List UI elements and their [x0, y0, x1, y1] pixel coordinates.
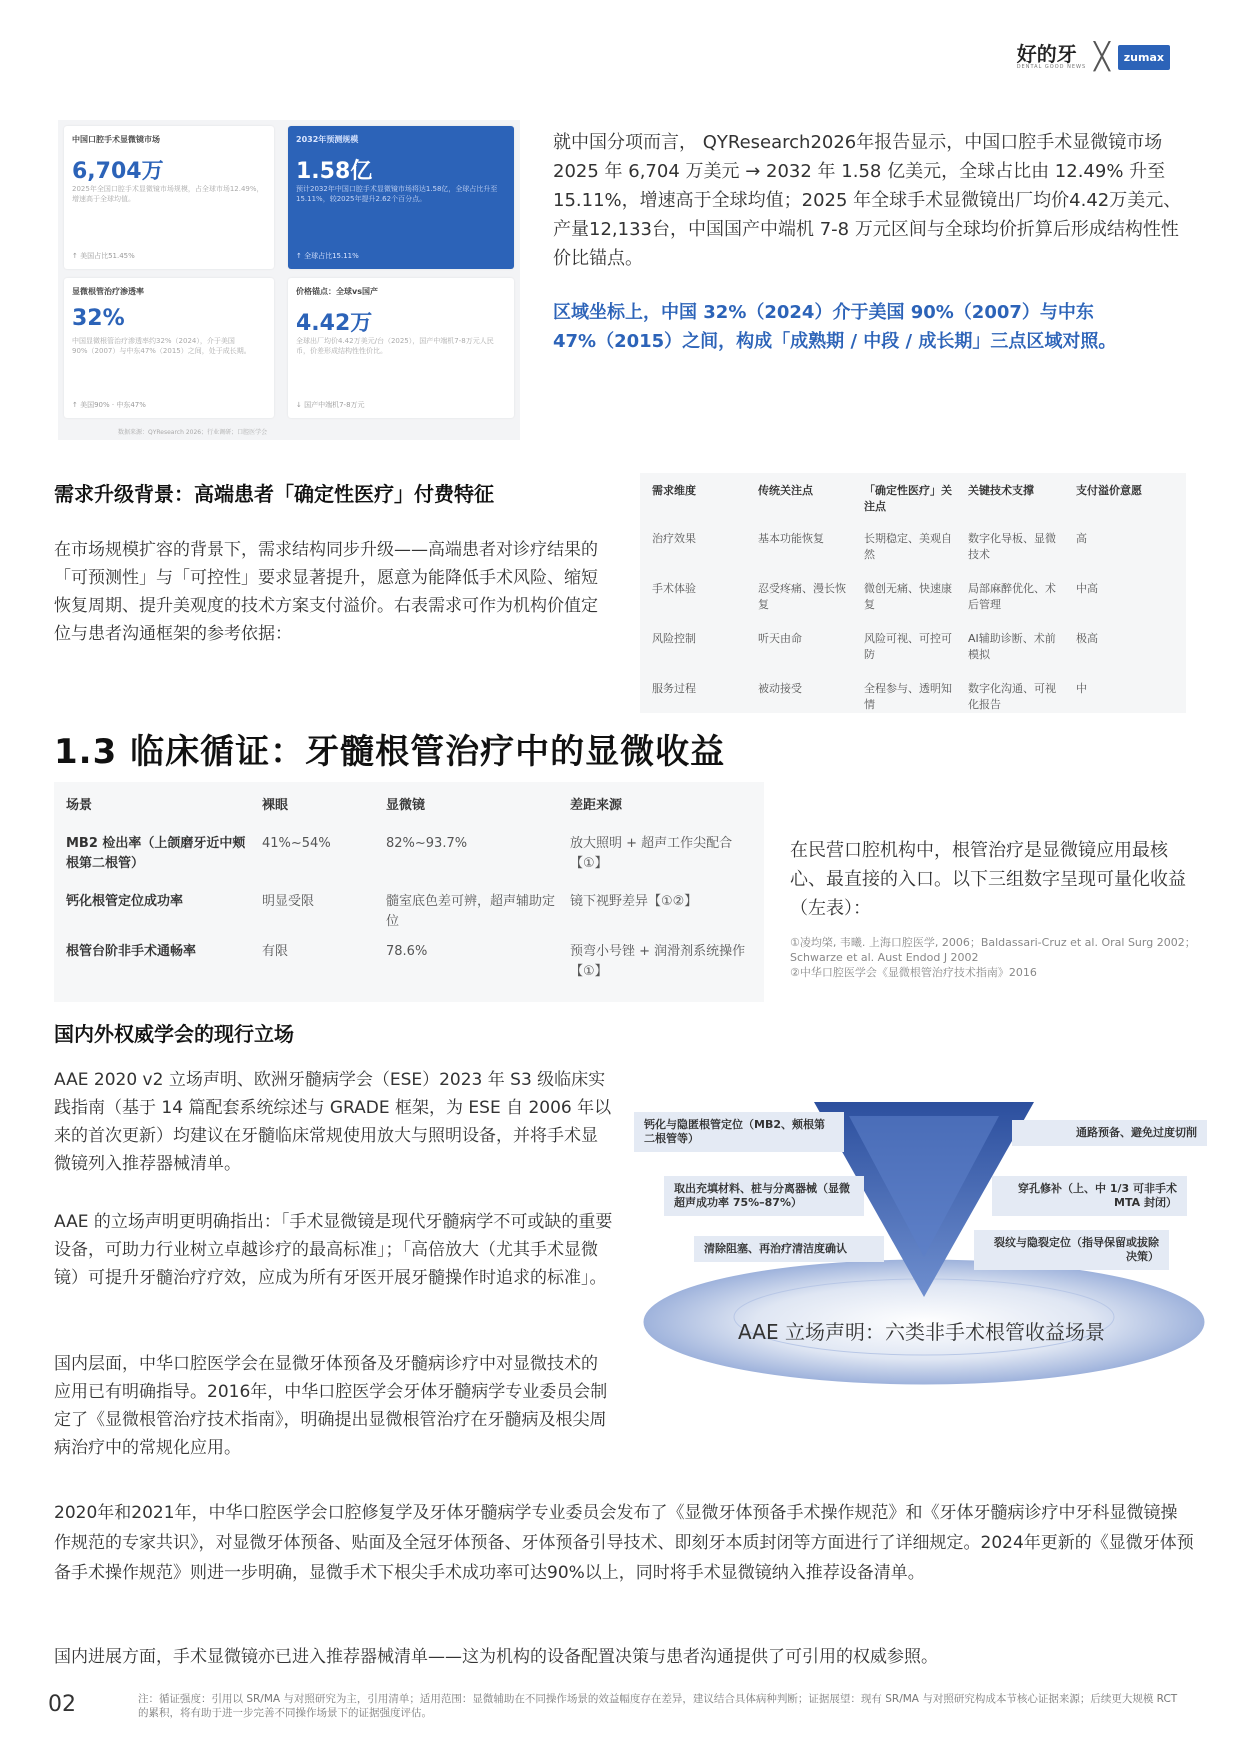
scenario-label-left: 清除阻塞、再治疗清洁度确认 [694, 1236, 884, 1262]
table-cell: MB2 检出率（上颌磨牙近中颊根第二根管） [66, 836, 246, 871]
table-cell: 髓室底色差可辨，超声辅助定位 [386, 894, 556, 929]
table-row [640, 631, 1186, 681]
table-header-cell: 差距来源 [570, 798, 623, 813]
table-row [640, 581, 1186, 631]
table-cell: 数字化沟通、可视化报告 [968, 682, 1056, 711]
table-row [640, 531, 1186, 581]
brand-name: 好的牙 [1016, 42, 1077, 66]
table-header-cell: 需求维度 [652, 484, 696, 497]
stat-card [64, 126, 274, 269]
scenario-label-right: 裂纹与隐裂定位（指导保留或拔除决策） [974, 1230, 1169, 1270]
demand-table [640, 473, 1186, 713]
demand-heading: 需求升级背景：高端患者「确定性医疗」付费特征 [54, 482, 494, 506]
demand-paragraph: 在市场规模扩容的背景下，需求结构同步升级——高端患者对诊疗结果的「可预测性」与「可控性」要求显著提升，愿意为能降低手术风险、缩短恢复周期、提升美观度的技术方案支付溢价。右表需求可作为机构价值定位与患者沟通框架的参考依据： [54, 540, 598, 644]
stat-desc: 全球出厂均价4.42万美元/台（2025），国产中端机7-8万元人民币，价差形成结构性性价比。 [296, 337, 494, 355]
stats-source: 数据来源：QYResearch 2026；行业调研；口腔医学会 [118, 429, 268, 436]
intro-highlight: 区域坐标上，中国 32%（2024）介于美国 90%（2007）与中东 47%（2015）之间，构成「成熟期 / 中段 / 成长期」三点区域对照。 [553, 302, 1117, 352]
table-cell: 极高 [1076, 632, 1098, 645]
authority-paragraph-5: 国内进展方面，手术显微镜亦已进入推荐器械清单——这为机构的设备配置决策与患者沟通提供了可引用的权威参照。 [54, 1647, 938, 1667]
stat-desc: 中国显微根管治疗渗透率约32%（2024），介于美国90%（2007）与中东47%（2015）之间，处于成长期。 [72, 337, 251, 355]
table-cell: 局部麻醉优化、术后管理 [968, 582, 1056, 611]
table-cell: 82%~93.7% [386, 836, 468, 851]
partner-badge: zumax [1118, 45, 1170, 70]
table-cell: 预弯小号锉 + 润滑剂系统操作【①】 [570, 944, 746, 979]
stat-foot: ↑ 全球占比15.11% [296, 252, 359, 260]
table-cell: 被动接受 [758, 682, 802, 695]
table-header-cell: 显微镜 [386, 798, 426, 813]
scenario-label-right: 穿孔修补（上、中 1/3 可非手术 MTA 封闭） [992, 1176, 1187, 1216]
authority-paragraph-3: 国内层面，中华口腔医学会在显微牙体预备及牙髓病诊疗中对显微技术的应用已有明确指导。2016年，中华口腔医学会牙体牙髓病学专业委员会制定了《显微根管治疗技术指南》，明确提出显微根管治疗在牙髓病及根尖周病治疗中的常规化应用。 [54, 1354, 608, 1458]
table-header-row [640, 483, 1186, 533]
stat-foot: ↑ 美国90% · 中东47% [72, 401, 146, 409]
table-cell: 中 [1076, 682, 1087, 695]
table-cell: 长期稳定、美观自然 [864, 532, 952, 561]
stat-value: 1.58亿 [296, 159, 373, 184]
header-logo [1017, 44, 1170, 70]
stat-desc: 2025年全国口腔手术显微镜市场规模，占全球市场12.49%，增速高于全球均值。 [72, 185, 264, 203]
table-cell: 中高 [1076, 582, 1098, 595]
market-stats-image [58, 120, 520, 440]
evidence-table [54, 782, 764, 1002]
stat-title: 价格锚点：全球vs国产 [296, 287, 378, 296]
table-cell: 手术体验 [652, 582, 696, 595]
table-cell: 风险可视、可控可防 [864, 632, 952, 661]
intro-paragraph: 就中国分项而言， QYResearch2026年报告显示，中国口腔手术显微镜市场 2025 年 6,704 万美元 → 2032 年 1.58 亿美元，全球占比由 12.49% 升至 15.11%，增速高于全球均值；2025 年全球手术显微镜出厂均价4.42万美元、产量12,133台，中国国产中端机 7-8 万元区间与全球均价折算后形成结构性性价比锚点。 [553, 132, 1182, 269]
table-cell: 微创无痛、快速康复 [864, 582, 952, 611]
table-header-cell: 场景 [66, 798, 93, 813]
table-cell: 数字化导板、显微技术 [968, 532, 1056, 561]
table-cell: 服务过程 [652, 682, 696, 695]
table-header-cell: 关键技术支撑 [968, 484, 1034, 497]
table-cell: 风险控制 [652, 632, 696, 645]
stat-foot: ↓ 国产中端机7-8万元 [296, 401, 365, 409]
table-cell: AI辅助诊断、术前模拟 [968, 632, 1056, 661]
table-cell: 镜下视野差异【①②】 [570, 894, 698, 909]
table-header-cell: 「确定性医疗」关注点 [864, 484, 952, 513]
table-header-cell: 支付溢价意愿 [1076, 484, 1142, 497]
references [790, 935, 1210, 980]
authority-paragraph-4: 2020年和2021年，中华口腔医学会口腔修复学及牙体牙髓病学专业委员会发布了《显微牙体预备手术操作规范》和《牙体牙髓病诊疗中牙科显微镜操作规范的专家共识》，对显微牙体预备、贴面及全冠牙体预备、牙体预备引导技术、即刻牙本质封闭等方面进行了详细规定。2024年更新的《显微牙体预备手术操作规范》则进一步明确，显微手术下根尖手术成功率可达90%以上，同时将手术显微镜纳入推荐设备清单。 [54, 1503, 1194, 1583]
table-cell: 有限 [262, 944, 289, 959]
table-header-cell: 传统关注点 [758, 484, 813, 497]
reference-item: ②中华口腔医学会《显微根管治疗技术指南》2016 [790, 966, 1037, 979]
table-cell: 根管台阶非手术通畅率 [66, 944, 197, 959]
table-cell: 高 [1076, 532, 1087, 545]
reference-item: ①凌均棨, 韦曦. 上海口腔医学, 2006；Baldassari-Cruz et al. Oral Surg 2002；Schwarze et al. Aust Endod J 2002 [790, 936, 1196, 964]
stat-title: 2032年预测规模 [296, 135, 359, 144]
page-number: 02 [48, 1692, 76, 1717]
stat-title: 中国口腔手术显微镜市场 [72, 135, 160, 144]
stat-card [64, 278, 274, 418]
evidence-note: 在民营口腔机构中，根管治疗是显微镜应用最核心、最直接的入口。以下三组数字呈现可量化收益（左表）： [790, 840, 1186, 919]
table-cell: 78.6% [386, 944, 428, 959]
brand-subtitle: DENTAL GOOD NEWS [1016, 64, 1087, 70]
table-cell: 明显受限 [262, 894, 315, 909]
scenario-label-left: 取出充填材料、桩与分离器械（显微超声成功率 75%–87%） [664, 1176, 864, 1216]
benefit-scenarios-diagram [634, 1092, 1209, 1392]
scenario-label-right: 通路预备、避免过度切削 [1012, 1120, 1207, 1146]
scenario-label-left: 钙化与隐匿根管定位（MB2、颊根第二根管等） [634, 1112, 844, 1152]
table-cell: 放大照明 + 超声工作尖配合【①】 [570, 836, 733, 871]
table-cell: 听天由命 [758, 632, 802, 645]
table-cell: 忍受疼痛、漫长恢复 [758, 582, 846, 611]
stat-card [288, 278, 514, 418]
table-cell: 治疗效果 [652, 532, 696, 545]
stat-value: 32% [72, 306, 125, 331]
stat-desc: 预计2032年中国口腔手术显微镜市场将达1.58亿，全球占比升至15.11%，较2025年提升2.62个百分点。 [296, 185, 498, 203]
stat-foot: ↑ 美国占比51.45% [72, 252, 135, 260]
table-cell: 全程参与、透明知情 [864, 682, 952, 711]
authority-heading: 国内外权威学会的现行立场 [54, 1022, 294, 1046]
table-header-cell: 裸眼 [262, 798, 289, 813]
stat-title: 显微根管治疗渗透率 [72, 287, 144, 296]
table-cell: 基本功能恢复 [758, 532, 824, 545]
authority-paragraph-1: AAE 2020 v2 立场声明、欧洲牙髓病学会（ESE）2023 年 S3 级临床实践指南（基于 14 篇配套系统综述与 GRADE 框架，为 ESE 自 2006 年以来的首次更新）均建议在牙髓临床常规使用放大与照明设备，并将手术显微镜列入推荐器械清单。 [54, 1070, 612, 1174]
section-title: 1.3 临床循证：牙髓根管治疗中的显微收益 [54, 732, 726, 772]
authority-paragraph-2: AAE 的立场声明更明确指出：「手术显微镜是现代牙髓病学不可或缺的重要设备，可助力行业树立卓越诊疗的最高标准」；「高倍放大（尤其手术显微镜）可提升牙髓治疗疗效，应成为所有牙医开展牙髓操作时追求的标准」。 [54, 1212, 613, 1288]
brand-block [1017, 44, 1086, 70]
table-cell: 钙化根管定位成功率 [66, 894, 184, 909]
stat-value: 4.42万 [296, 311, 373, 336]
table-cell: 41%~54% [262, 836, 331, 851]
diagram-title: AAE 立场声明：六类非手术根管收益场景 [738, 1320, 1105, 1344]
stat-card-highlight [288, 126, 514, 269]
stat-value: 6,704万 [72, 159, 164, 184]
footnote: 注：循证强度：引用以 SR/MA 与对照研究为主，引用清单；适用范围：显微辅助在不同操作场景的效益幅度存在差异，建议结合具体病种判断；证据展望：现有 SR/MA 与对照研究构成本节核心证据来源；后续更大规模 RCT 的累积，将有助于进一步完善不同操作场景下的证据强度评估。 [138, 1693, 1178, 1719]
cross-icon: ╳ [1094, 42, 1110, 72]
